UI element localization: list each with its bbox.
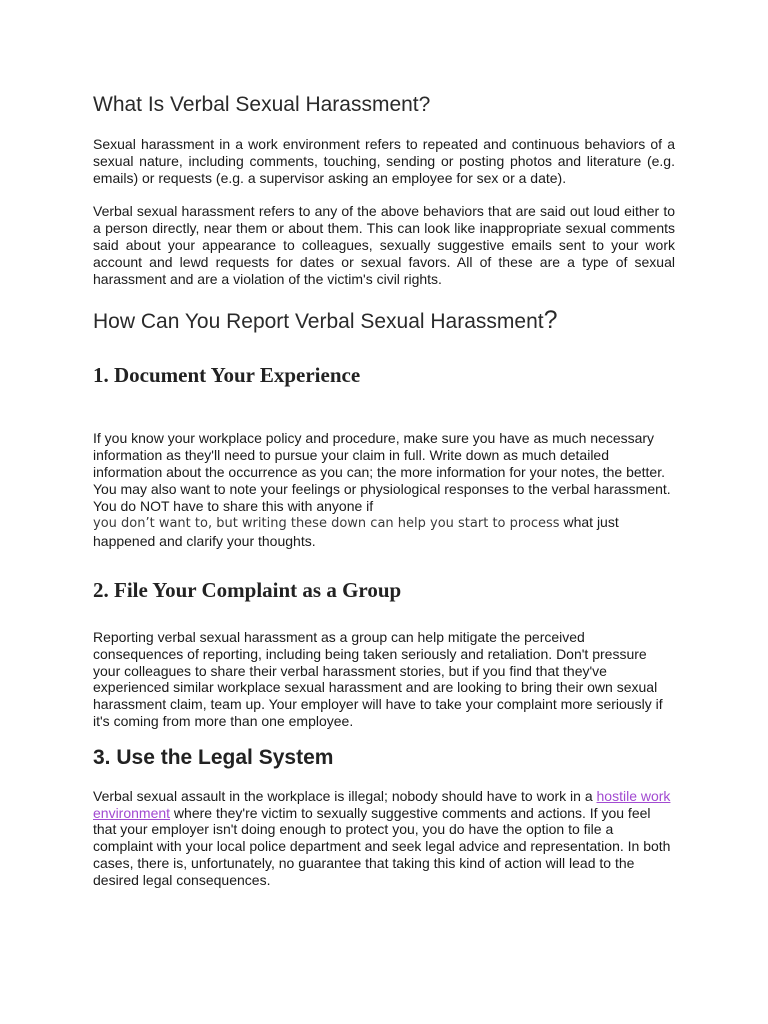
heading-how-to-report [93,307,675,335]
legal-system-text-before: Verbal sexual assault in the workplace is illegal; nobody should have to work in a [93,787,597,804]
paragraph-file-complaint-group: Reporting verbal sexual harassment as a group can help mitigate the perceived consequences of reporting, including being taken seriously and retaliation. Don't pressure your colleagues to share their verbal harassment stories, but if you find that they've experienced similar workplace sexual harassment and are looking to bring their own sexual harassment claim, team up. Your employer will have to take your complaint more seriously if it's coming from more than one employee. [93,628,663,729]
heading-what-is-verbal-harassment: What Is Verbal Sexual Harassment? [93,93,431,116]
heading-question-mark: ? [543,306,558,335]
paragraph-definition: Sexual harassment in a work environment refers to repeated and continuous behaviors of a sexual nature, including comments, touching, sending or posting photos and literature (e.g. emails) or requests (e.g. a supervisor asking an employee for sex or a date). [93,136,675,186]
paragraph-document-experience [93,430,675,550]
document-experience-text-end: what just happened and clarify your thoughts. [93,514,619,550]
paragraph-verbal-definition: Verbal sexual harassment refers to any of the above behaviors that are said out loud either to a person directly, near them or about them. This can look like inappropriate sexual comments said about your appearance to colleagues, sexually suggestive emails sent to your work account and lewd requests for dates or sexual favors. All of these are a type of sexual harassment and are a violation of the victim's civil rights. [93,203,675,287]
document-experience-text: If you know your workplace policy and procedure, make sure you have as much necessary information as they'll need to pursue your claim in full. Write down as much detailed information about the occurrence as you can; the more information for your notes, the better. You may also want to note your feelings or physiological responses to the verbal harassment. You do NOT have to share this with anyone if [93,430,671,514]
heading-how-to-report-text: How Can You Report Verbal Sexual Harassment [93,310,544,334]
paragraph-use-legal-system [93,788,675,889]
legal-system-text-after: where they're victim to sexually suggestive comments and actions. If you feel that your employer isn't doing enough to protect you, you do have the option to file a complaint with your local police department and seek legal advice and representation. In both cases, there is, unfortunately, no guarantee that taking this kind of action will lead to the desired legal consequences. [93,804,671,888]
heading-file-complaint-group: 2. File Your Complaint as a Group [93,577,402,602]
heading-document-experience: 1. Document Your Experience [93,363,361,388]
hostile-work-environment-link[interactable]: hostile work environment [93,787,671,821]
document-experience-text-gray: you don’t want to, but writing these down can help you start to process [93,516,560,532]
document-page [93,92,675,889]
heading-use-legal-system: 3. Use the Legal System [93,745,334,769]
